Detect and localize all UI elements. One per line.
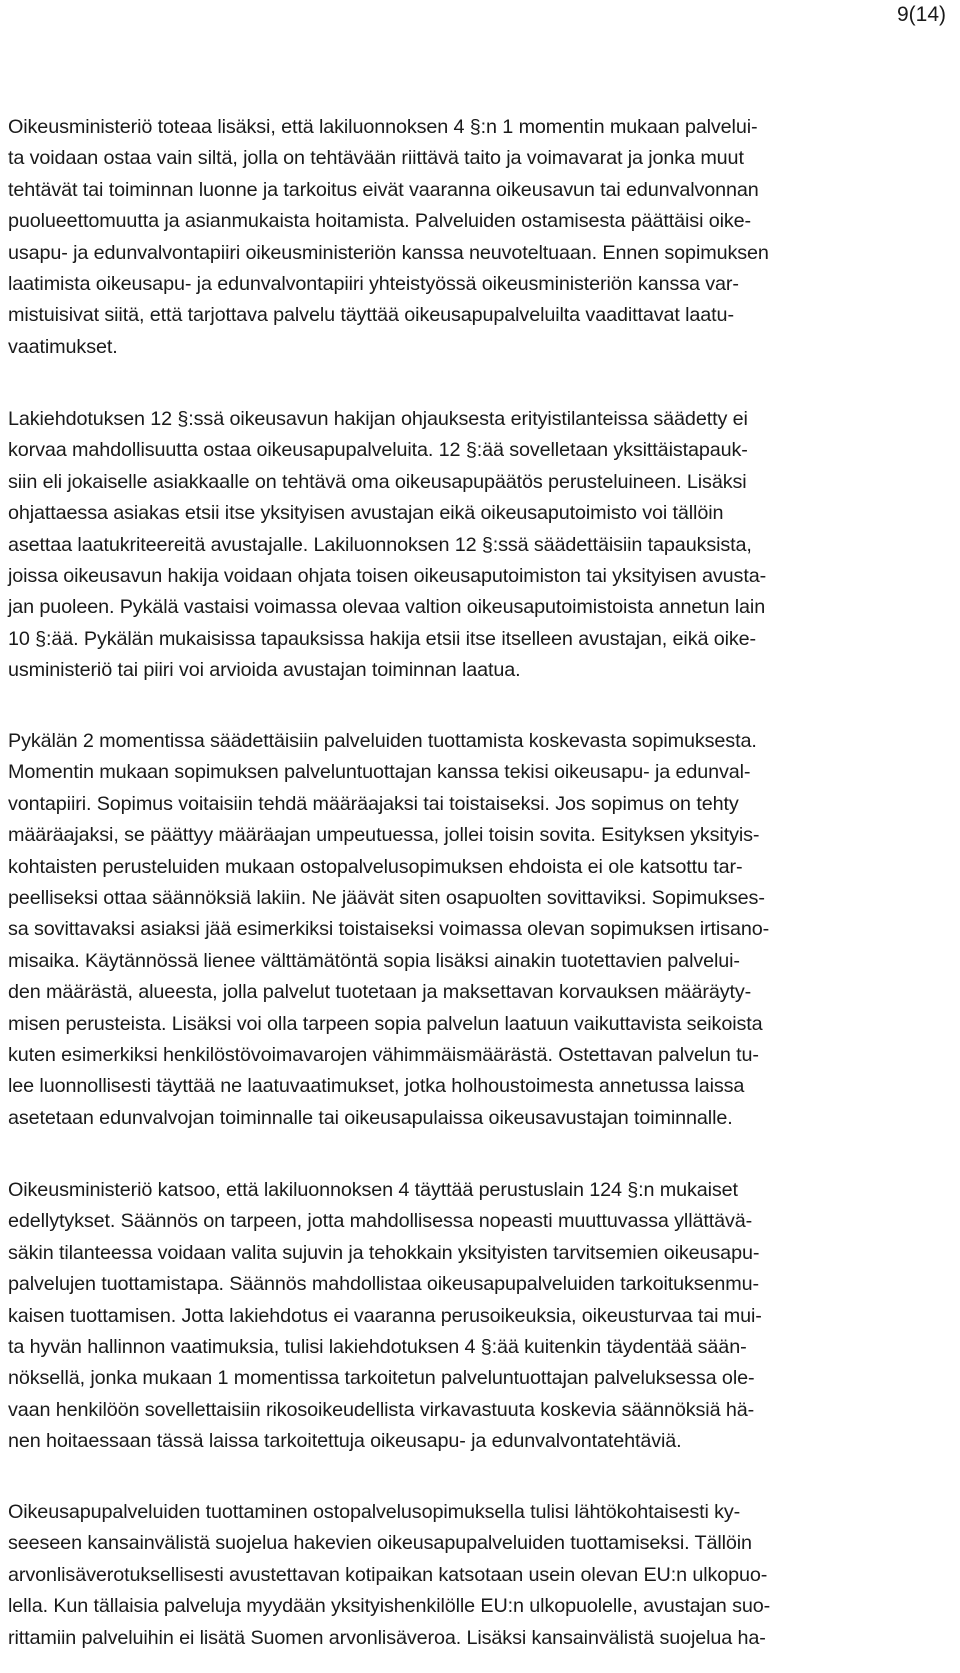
text-line: vontapiiri. Sopimus voitaisiin tehdä määräajaksi tai toistaiseksi. Jos sopimus on tehty	[8, 792, 739, 815]
text-line: puolueettomuutta ja asianmukaista hoitamista. Palveluiden ostamisesta päättäisi oike-	[8, 210, 752, 233]
page-number: 9(14)	[896, 3, 946, 26]
text-line: säkin tilanteessa voidaan valita sujuvin ja tehokkain yksityisten tarvitsemien oikeusapu-	[8, 1241, 760, 1264]
text-line: asettaa laatukriteereitä avustajalle. Lakiluonnoksen 12 §:ssä säädettäisiin tapauksista,	[8, 533, 752, 556]
text-line: nen hoitaessaan tässä laissa tarkoitettuja oikeusapu- ja edunvalvontatehtäviä.	[8, 1430, 682, 1453]
text-line: ohjattaessa asiakas etsii itse yksityisen avustajan eikä oikeusaputoimisto voi tällöin	[8, 502, 724, 525]
text-line: korvaa mahdollisuutta ostaa oikeusapupalveluita. 12 §:ää sovelletaan yksittäistapauk-	[8, 439, 748, 462]
text-line: sa sovittavaksi asiaksi jää esimerkiksi toistaiseksi voimassa olevan sopimuksen irtisano-	[8, 918, 770, 941]
text-line: laatimista oikeusapu- ja edunvalvontapiiri yhteistyössä oikeusministeriön kanssa var-	[8, 272, 739, 295]
text-line: misaika. Käytännössä lienee välttämätöntä sopia lisäksi ainakin tuotettavien palvelui-	[8, 949, 740, 972]
paragraph-5	[8, 1497, 948, 1654]
text-line: peelliseksi ottaa säännöksiä lakiin. Ne jäävät siten osapuolten sovittaviksi. Sopimukses-	[8, 886, 765, 909]
text-line: tehtävät tai toiminnan luonne ja tarkoitus eivät vaaranna oikeusavun tai edunvalvonnan	[8, 178, 759, 201]
text-line: 10 §:ää. Pykälän mukaisissa tapauksissa hakija etsii itse itselleen avustajan, eikä oike-	[8, 627, 757, 650]
text-line: lella. Kun tällaisia palveluja myydään yksityishenkilölle EU:n ulkopuolelle, avustajan suo-	[8, 1595, 771, 1618]
text-line: Oikeusministeriö katsoo, että lakiluonnoksen 4 täyttää perustuslain 124 §:n mukaiset	[8, 1179, 738, 1201]
paragraph-3	[8, 726, 948, 1134]
text-line: mistuisivat siitä, että tarjottava palvelu täyttää oikeusapupalveluilta vaadittavat laatu-	[8, 304, 734, 327]
text-line: lee luonnollisesti täyttää ne laatuvaatimukset, jotka holhoustoimesta annetussa laissa	[8, 1075, 745, 1098]
text-line: joissa oikeusavun hakija voidaan ohjata toisen oikeusaputoimiston tai yksityisen avusta-	[8, 564, 767, 587]
text-line: kohtaisten perusteluiden mukaan ostopalvelusopimuksen ehdoista ei ole katsottu tar-	[8, 855, 743, 878]
text-line: usapu- ja edunvalvontapiiri oikeusministeriön kanssa neuvoteltuaan. Ennen sopimuksen	[8, 241, 769, 264]
text-line: kaisen tuottamisen. Jotta lakiehdotus ei vaaranna perusoikeuksia, oikeusturvaa tai mui-	[8, 1304, 762, 1327]
text-line: Momentin mukaan sopimuksen palveluntuottajan kanssa tekisi oikeusapu- ja edunval-	[8, 761, 751, 784]
text-line: kuten esimerkiksi henkilöstövoimavarojen vähimmäismäärästä. Ostettavan palvelun tu-	[8, 1043, 759, 1066]
paragraph-1	[8, 112, 948, 363]
text-line: määräajaksi, se päättyy määräajan umpeutuessa, jollei toisin sovita. Esityksen yksityis-	[8, 824, 760, 847]
text-line: ta voidaan ostaa vain siltä, jolla on tehtävään riittävä taito ja voimavarat ja jonka muut	[8, 147, 744, 170]
text-line: siin eli jokaiselle asiakkaalle on tehtävä oma oikeusapupäätös perusteluineen. Lisäksi	[8, 470, 747, 493]
text-line: arvonlisäverotuksellisesti avustettavan kotipaikan katsotaan usein olevan EU:n ulkopuo-	[8, 1563, 768, 1586]
text-line: Oikeusapupalveluiden tuottaminen ostopalvelusopimuksella tulisi lähtökohtaisesti ky-	[8, 1501, 741, 1523]
text-line: Pykälän 2 momentissa säädettäisiin palveluiden tuottamista koskevasta sopimuksesta.	[8, 730, 757, 752]
text-line: palvelujen tuottamistapa. Säännös mahdollistaa oikeusapupalveluiden tarkoituksenmu-	[8, 1273, 759, 1296]
text-line: rittamiin palveluihin ei lisätä Suomen arvonlisäveroa. Lisäksi kansainvälistä suojelua ha-	[8, 1626, 766, 1649]
text-line: den määrästä, alueesta, jolla palvelut tuotetaan ja maksettavan korvauksen määräyty-	[8, 981, 752, 1004]
text-line: Lakiehdotuksen 12 §:ssä oikeusavun hakijan ohjauksesta erityistilanteissa säädetty ei	[8, 408, 748, 430]
text-line: ta hyvän hallinnon vaatimuksia, tulisi lakiehdotuksen 4 §:ää kuitenkin täydentää sään-	[8, 1335, 747, 1358]
text-line: Oikeusministeriö toteaa lisäksi, että lakiluonnoksen 4 §:n 1 momentin mukaan palvelui-	[8, 116, 758, 138]
paragraph-2	[8, 404, 948, 687]
text-line: edellytykset. Säännös on tarpeen, jotta mahdollisessa nopeasti muuttuvassa yllättävä-	[8, 1210, 753, 1233]
text-line: jan puoleen. Pykälä vastaisi voimassa olevaa valtion oikeusaputoimistoista annetun lain	[8, 596, 766, 619]
text-line: asetetaan edunvalvojan toiminnalle tai oikeusapulaissa oikeusavustajan toiminnalle.	[8, 1106, 733, 1129]
text-line: usministeriö tai piiri voi arvioida avustajan toiminnan laatua.	[8, 659, 521, 682]
text-line: vaan henkilöön sovellettaisiin rikosoikeudellista virkavastuuta koskevia säännöksiä hä-	[8, 1398, 755, 1421]
text-line: seeseen kansainvälistä suojelua hakevien oikeusapupalveluiden tuottamiseksi. Tällöin	[8, 1532, 752, 1555]
text-line: nöksellä, jonka mukaan 1 momentissa tarkoitetun palveluntuottajan palveluksessa ole-	[8, 1367, 755, 1390]
text-line: misen perusteista. Lisäksi voi olla tarpeen sopia palvelun laatuun vaikuttavista seikoista	[8, 1012, 763, 1035]
paragraph-4	[8, 1175, 948, 1458]
text-line: vaatimukset.	[8, 335, 118, 358]
